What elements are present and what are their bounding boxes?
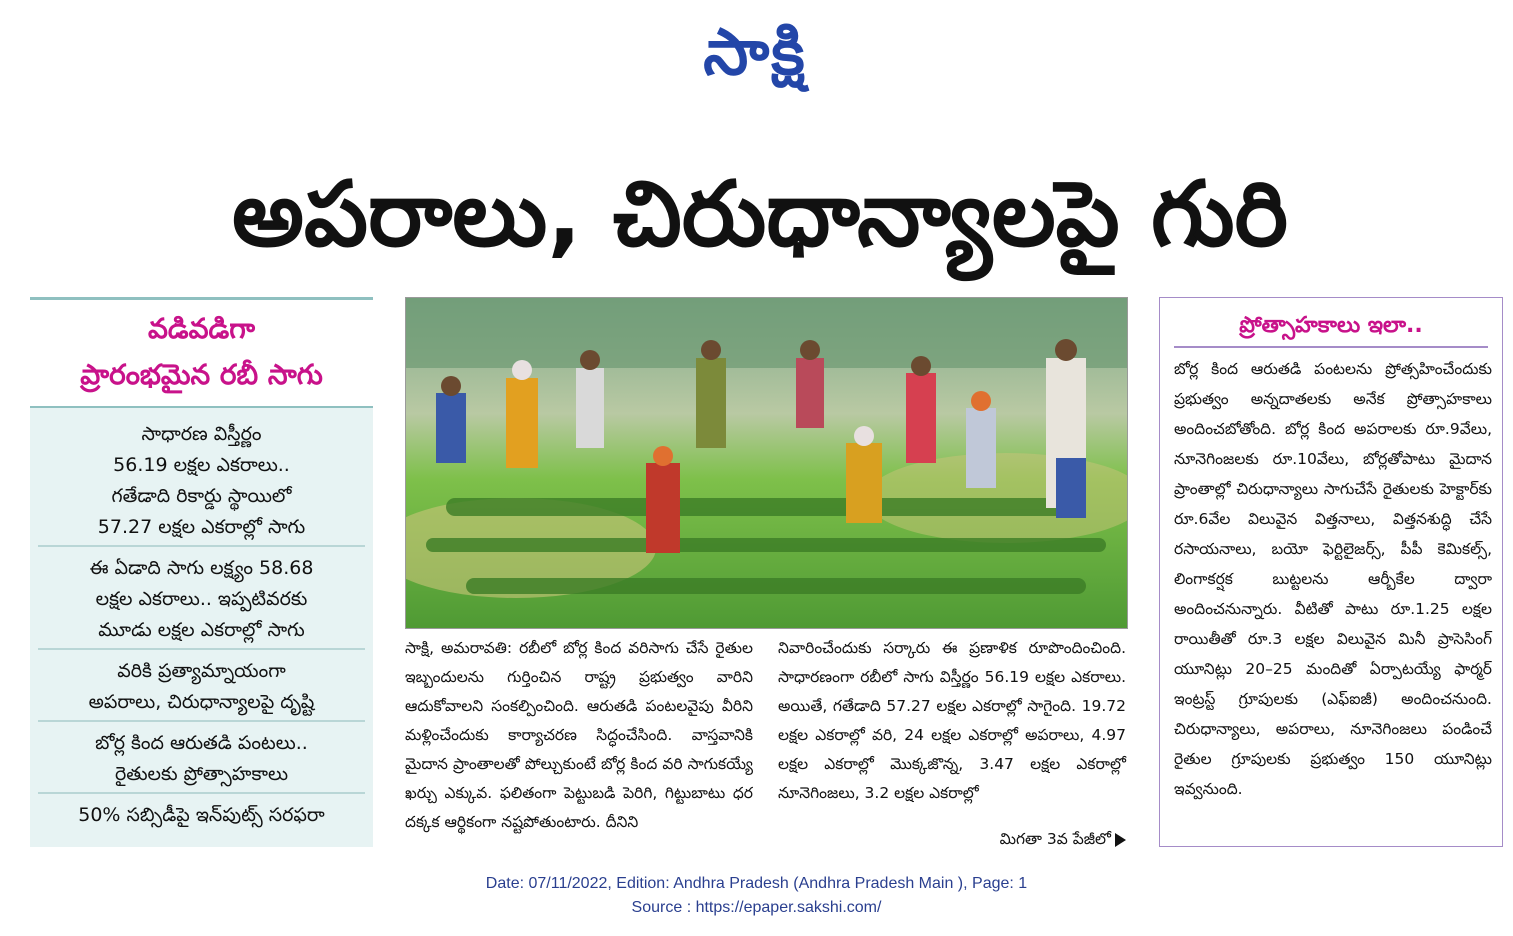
sidebar-line: బోర్ల కింద ఆరుతడి పంటలు..: [95, 732, 308, 754]
incentives-box: [1159, 297, 1503, 847]
sidebar-heading-line1: వడివడిగా: [147, 312, 256, 345]
sidebar-line: 50% సబ్సిడీపై ఇన్‌పుట్స్ సరఫరా: [78, 804, 325, 826]
page-footer: [300, 872, 1213, 920]
photo-trees: [406, 298, 1127, 368]
sidebar-heading: [30, 300, 373, 408]
sidebar-point: [38, 417, 365, 547]
article-column-2: నివారించేందుకు సర్కారు ఈ ప్రణాళిక రూపొందించింది. సాధారణంగా రబీలో సాగు విస్తీర్ణం 56.19 లక్షల ఎకరాలు. అయితే, గతేడాది 57.27 లక్షల ఎకరాల్లో సాగైంది. 19.72 లక్షల ఎకరాల్లో వరి, 24 లక్షల ఎకరాల్లో అపరాలు, 4.97 లక్షల ఎకరాల్లో మొక్కజొన్న, 3.47 లక్షల ఎకరాల్లో నూనెగింజలు, 3.2 లక్షల ఎకరాల్లో: [778, 639, 1126, 802]
news-photo: [405, 297, 1128, 629]
sidebar-heading-line2: ప్రారంభమైన రబీ సాగు: [80, 358, 323, 391]
sidebar-line: లక్షల ఎకరాలు.. ఇప్పటివరకు: [95, 588, 308, 610]
photo-illustration: [406, 298, 1127, 628]
sidebar-line: ఈ ఏడాది సాగు లక్ష్యం 58.68: [89, 557, 314, 579]
sidebar-line: 57.27 లక్షల ఎకరాల్లో సాగు: [97, 516, 306, 538]
sidebar-line: అపరాలు, చిరుధాన్యాలపై దృష్టి: [88, 691, 315, 713]
sidebar-line: మూడు లక్షల ఎకరాల్లో సాగు: [98, 619, 305, 641]
sidebar-point: [38, 654, 365, 722]
sidebar-line: 56.19 లక్షల ఎకరాలు..: [113, 454, 290, 476]
photo-seedlings: [426, 498, 1106, 594]
play-arrow-icon: [1115, 833, 1126, 847]
sidebar-line: సాధారణ విస్తీర్ణం: [141, 423, 262, 445]
masthead-logo: సాక్షి: [703, 15, 807, 90]
sidebar-point: [38, 726, 365, 794]
sidebar-points: [38, 417, 365, 837]
sidebar-line: గతేడాది రికార్డు స్థాయిలో: [111, 485, 292, 507]
sidebar-line: రైతులకు ప్రోత్సాహకాలు: [114, 763, 289, 785]
sidebar-line: వరికి ప్రత్యామ్నాయంగా: [117, 660, 286, 682]
incentives-heading: ప్రోత్సాహకాలు ఇలా..: [1174, 306, 1488, 348]
article-column-1: సాక్షి, అమరావతి: రబీలో బోర్ల కింద వరిసాగు చేసే రైతుల ఇబ్బందులను గుర్తించిన రాష్ట్ర ప్రభుత్వం వారిని ఆదుకోవాలని సంకల్పించింది. ఆరుతడి పంటలవైపు వీరిని మళ్లించేందుకు కార్యాచరణ సిద్ధంచేసింది. వాస్తవానికి మైదాన ప్రాంతాలతో పోల్చుకుంటే బోర్ల కింద వరి సాగుకయ్యే ఖర్చు ఎక్కువ. ఫలితంగా పెట్టుబడి పెరిగి, గిట్టుబాటు ధర దక్కక ఆర్థికంగా నష్టపోతుంటారు. దీనిని: [405, 639, 753, 831]
headline: అపరాలు, చిరుధాన్యాలపై గురి: [232, 162, 1288, 267]
sidebar-point: [38, 551, 365, 650]
continued-note: [960, 830, 1126, 852]
sidebar-point: [38, 798, 365, 833]
sidebar-box: [30, 297, 373, 847]
footer-date-edition: Date: 07/11/2022, Edition: Andhra Pradesh (Andhra Pradesh Main ), Page: 1: [485, 875, 1028, 892]
incentives-body: బోర్ల కింద ఆరుతడి పంటలను ప్రోత్సహించేందుకు ప్రభుత్వం అన్నదాతలకు అనేక ప్రోత్సాహకాలు అందించబోతోంది. బోర్ల కింద అపరాలకు రూ.9వేలు, నూనెగింజలకు రూ.10వేలు, బోర్లతోపాటు మైదాన ప్రాంతాల్లో చిరుధాన్యాలు సాగుచేసే రైతులకు హెక్టార్‌కు రూ.6వేల విలువైన విత్తనాలు, విత్తనశుద్ధి చేసే రసాయనాలు, బయో ఫెర్టిలైజర్స్, పీపీ కెమికల్స్, లింగాకర్షక బుట్టలను ఆర్బీకేల ద్వారా అందించనున్నారు. వీటితో పాటు రూ.1.25 లక్షల రాయితీతో రూ.3 లక్షల విలువైన మినీ ప్రాసెసింగ్ యూనిట్లు 20–25 మందితో ఏర్పాటయ్యే ఫార్మర్ ఇంట్రస్ట్ గ్రూపులకు (ఎఫ్ఐజీ) అందించనుంది. చిరుధాన్యాలు, అపరాలు, నూనెగింజలు పండించే రైతుల గ్రూపులకు ప్రభుత్వం 150 యూనిట్లు ఇవ్వనుంది.: [1174, 360, 1492, 798]
footer-source: Source : https://epaper.sakshi.com/: [631, 899, 882, 916]
continued-label: మిగతా 3వ పేజీలో: [999, 830, 1111, 848]
